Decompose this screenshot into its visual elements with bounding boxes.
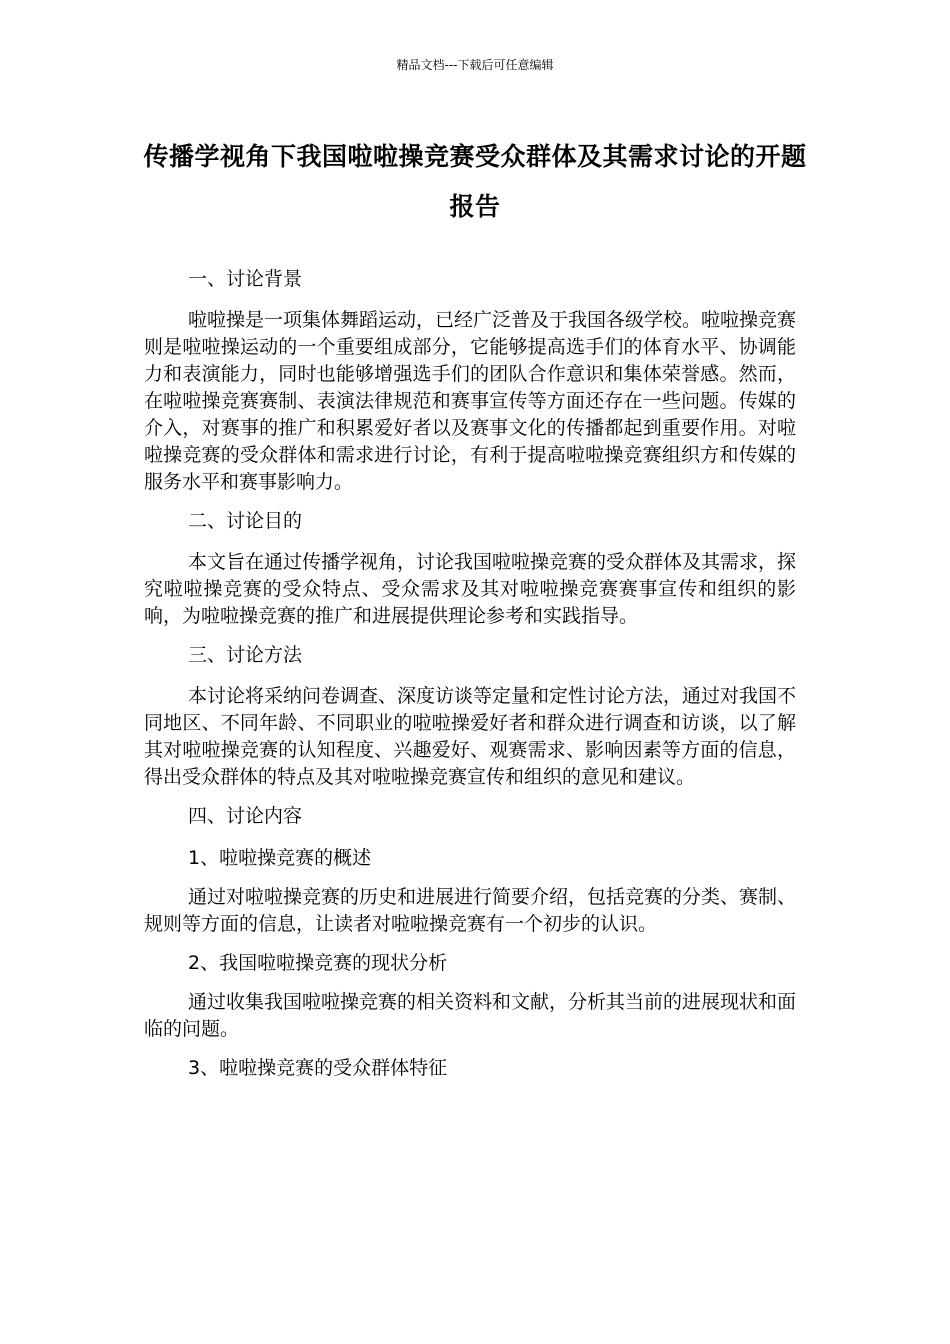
section-heading-content: 四、讨论内容: [188, 805, 303, 827]
subsection-heading-status: 2、我国啦啦操竞赛的现状分析: [188, 952, 448, 974]
section-heading-purpose: 二、讨论目的: [188, 510, 303, 532]
section-heading-method: 三、讨论方法: [188, 644, 303, 666]
section-heading-background: 一、讨论背景: [188, 268, 303, 290]
subsection-heading-overview: 1、啦啦操竞赛的概述: [188, 847, 372, 869]
document-body: [144, 265, 796, 1094]
subsection-paragraph-status: 通过收集我国啦啦操竞赛的相关资料和文献，分析其当前的进展现状和面临的问题。: [144, 991, 797, 1040]
page-header-note: 精品文档---下载后可任意编辑: [396, 58, 554, 72]
subsection-heading-audience: 3、啦啦操竞赛的受众群体特征: [188, 1057, 448, 1079]
section-paragraph-method: 本讨论将采纳问卷调查、深度访谈等定量和定性讨论方法，通过对我国不同地区、不同年龄、不同职业的啦啦操爱好者和群众进行调查和访谈，以了解其对啦啦操竞赛的认知程度、兴趣爱好、观赛需求、影响因素等方面的信息，得出受众群体的特点及其对啦啦操竞赛宣传和组织的意见和建议。: [144, 685, 797, 788]
section-paragraph-background: 啦啦操是一项集体舞蹈运动，已经广泛普及于我国各级学校。啦啦操竞赛则是啦啦操运动的一个重要组成部分，它能够提高选手们的体育水平、协调能力和表演能力，同时也能够增强选手们的团队合作意识和集体荣誉感。然而，在啦啦操竞赛赛制、表演法律规范和赛事宣传等方面还存在一些问题。传媒的介入，对赛事的推广和积累爱好者以及赛事文化的传播都起到重要作用。对啦啦操竞赛的受众群体和需求进行讨论，有利于提高啦啦操竞赛组织方和传媒的服务水平和赛事影响力。: [144, 309, 797, 493]
subsection-paragraph-overview: 通过对啦啦操竞赛的历史和进展进行简要介绍，包括竞赛的分类、赛制、规则等方面的信息，让读者对啦啦操竞赛有一个初步的认识。: [144, 886, 797, 935]
section-paragraph-purpose: 本文旨在通过传播学视角，讨论我国啦啦操竞赛的受众群体及其需求，探究啦啦操竞赛的受众特点、受众需求及其对啦啦操竞赛赛事宣传和组织的影响，为啦啦操竞赛的推广和进展提供理论参考和实践指导。: [144, 551, 797, 627]
document-title: 传播学视角下我国啦啦操竞赛受众群体及其需求讨论的开题报告: [143, 142, 807, 221]
